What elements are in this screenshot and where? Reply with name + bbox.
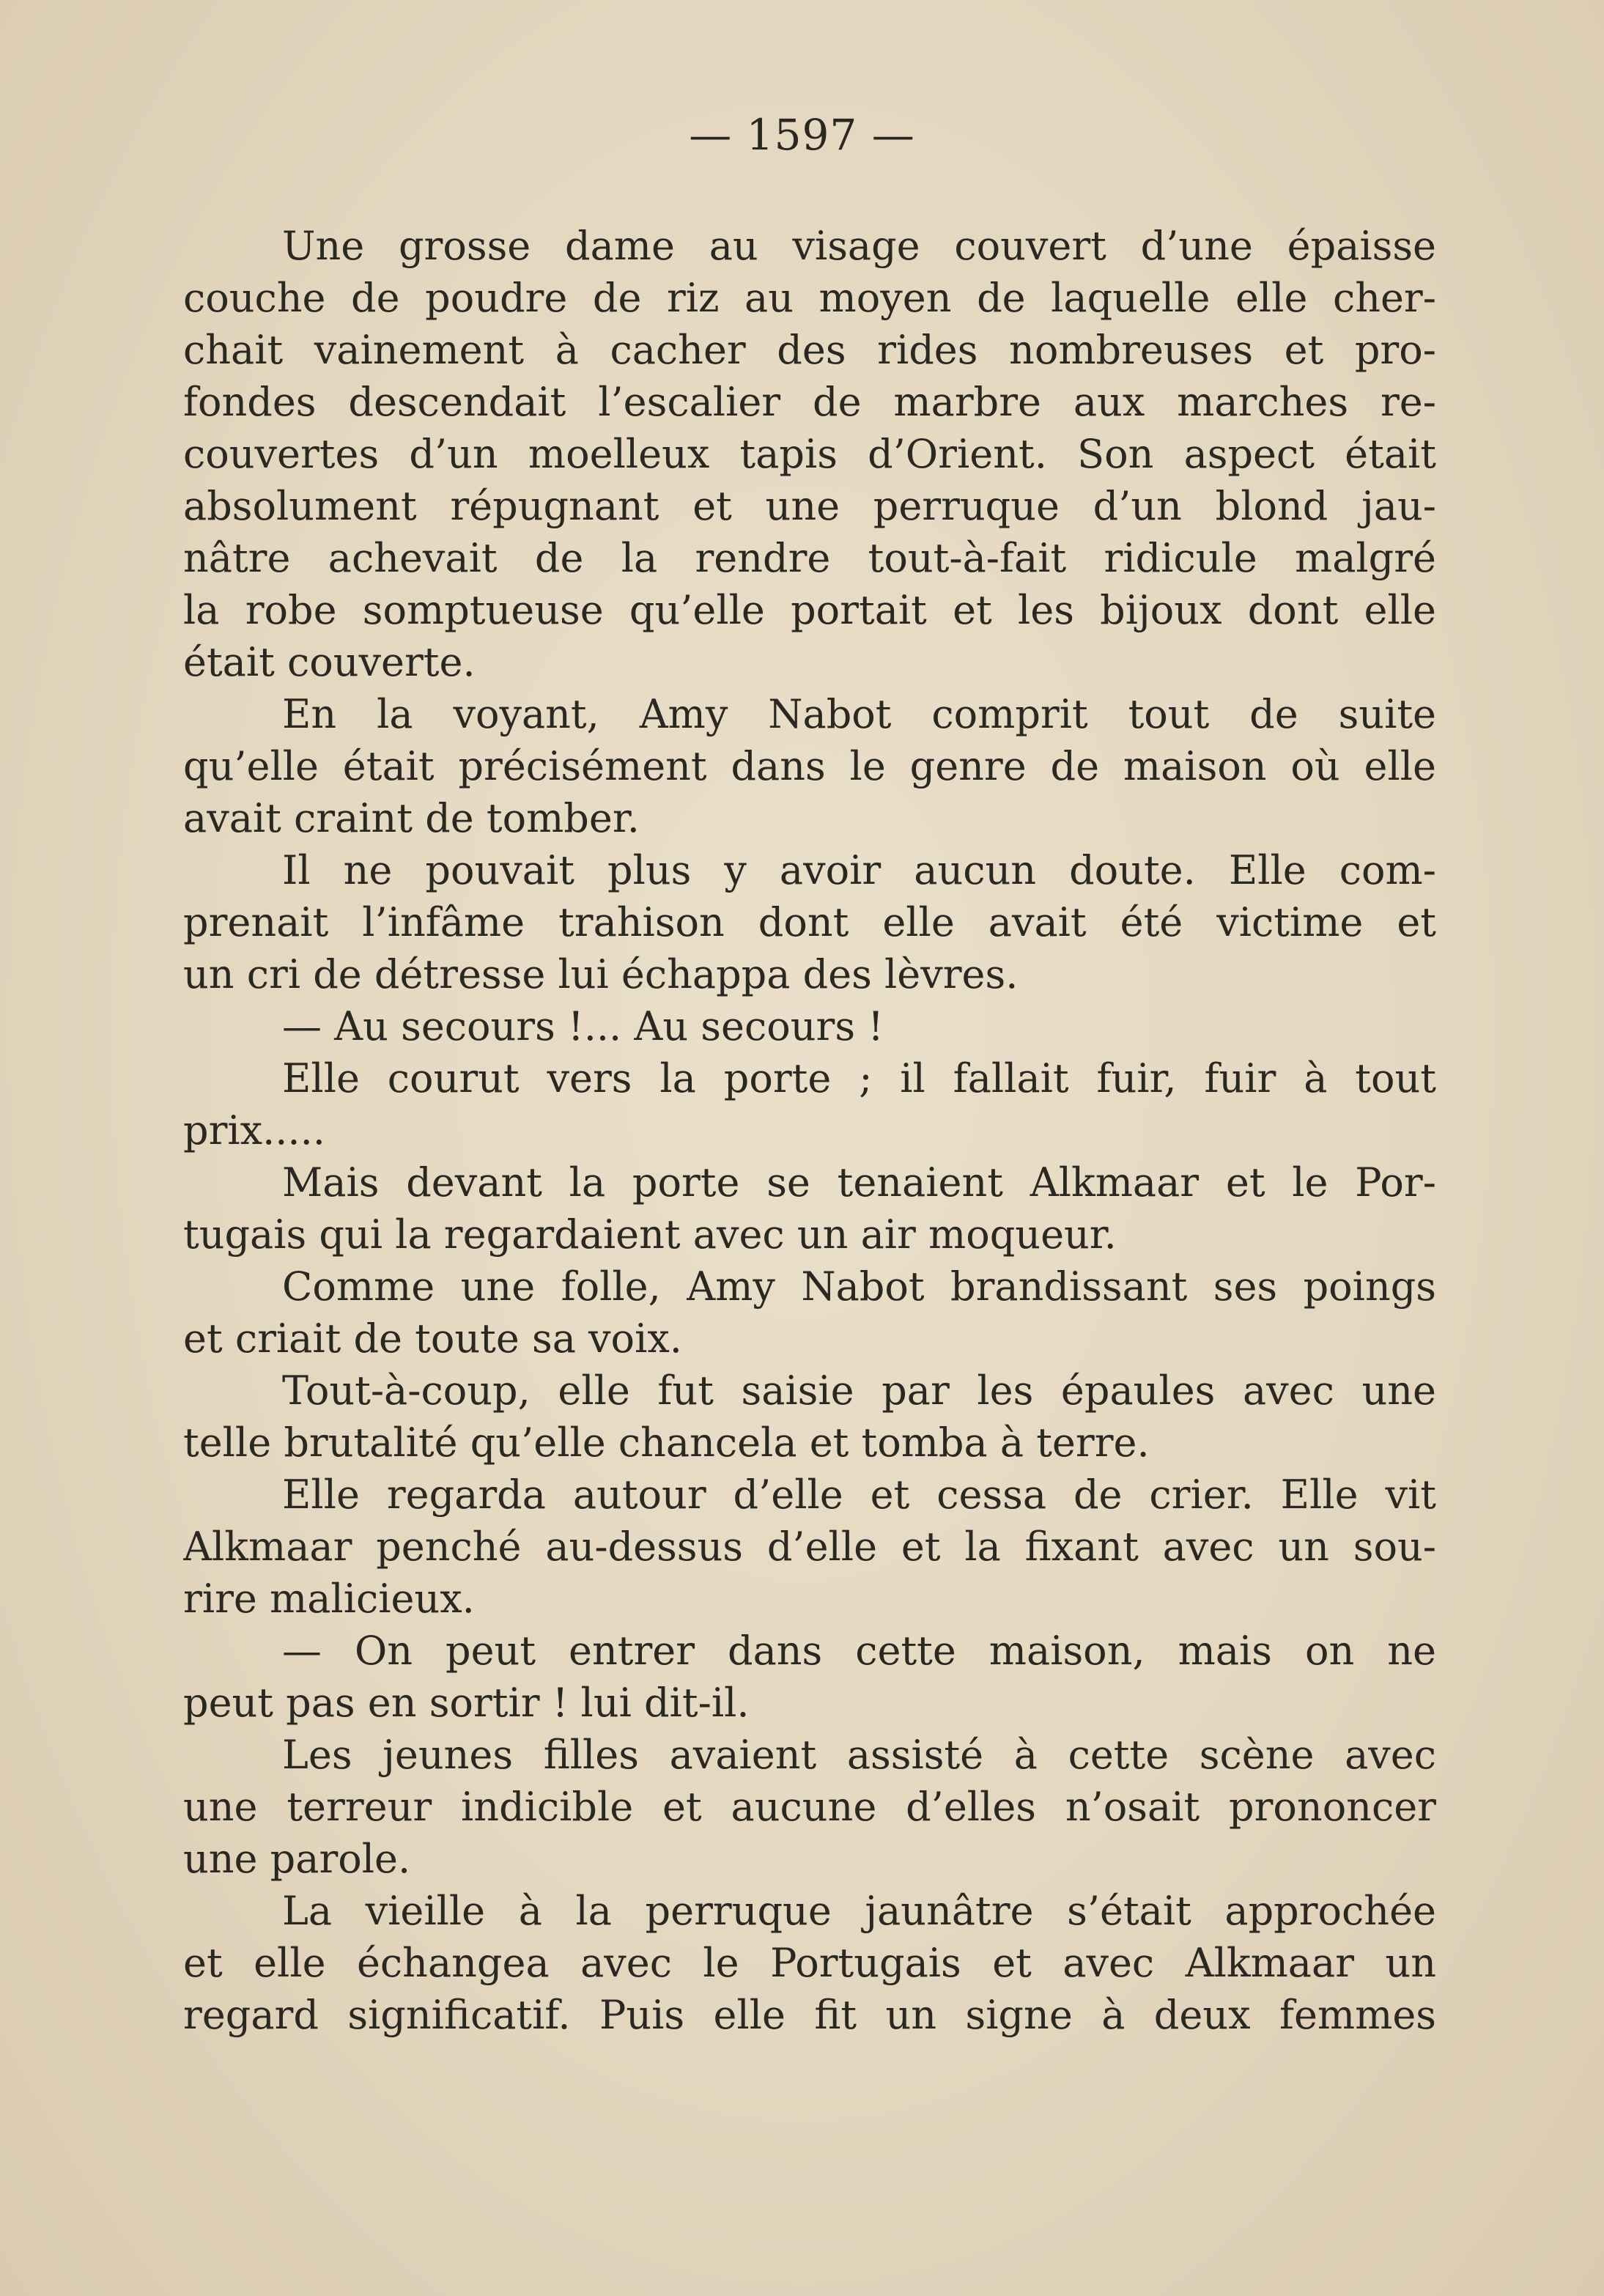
text-line: Les jeunes filles avaient assisté à cette scène avec: [282, 1732, 1436, 1778]
text-line: regard significatif. Puis elle fit un signe à deux femmes: [183, 1992, 1436, 2038]
text-line: rire malicieux.: [183, 1576, 475, 1622]
text-line: couvertes d’un moelleux tapis d’Orient. Son aspect était: [183, 431, 1436, 477]
text-line: En la voyant, Amy Nabot comprit tout de suite: [282, 691, 1436, 737]
text-line: était couverte.: [183, 639, 476, 685]
text-line: et elle échangea avec le Portugais et avec Alkmaar un: [183, 1940, 1436, 1986]
text-line: couche de poudre de riz au moyen de laquelle elle cher-: [183, 275, 1436, 321]
text-line: la robe somptueuse qu’elle portait et les bijoux dont elle: [183, 587, 1436, 633]
text-line: qu’elle était précisément dans le genre de maison où elle: [183, 743, 1436, 789]
text-line: avait craint de tomber.: [183, 795, 640, 841]
text-line: — On peut entrer dans cette maison, mais on ne: [282, 1628, 1436, 1674]
text-line: prix.....: [183, 1107, 325, 1153]
text-line: une terreur indicible et aucune d’elles n’osait prononcer: [183, 1784, 1436, 1830]
page-number: — 1597 —: [689, 110, 915, 160]
text-line: nâtre achevait de la rendre tout-à-fait ridicule malgré: [183, 535, 1436, 581]
text-line: Alkmaar penché au-dessus d’elle et la fixant avec un sou-: [183, 1524, 1436, 1570]
text-line: telle brutalité qu’elle chancela et tomba à terre.: [183, 1420, 1150, 1466]
text-line: chait vainement à cacher des rides nombreuses et pro-: [183, 327, 1436, 373]
text-line: tugais qui la regardaient avec un air moqueur.: [183, 1211, 1117, 1258]
text-line: et criait de toute sa voix.: [183, 1315, 682, 1362]
text-line: prenait l’infâme trahison dont elle avait été victime et: [183, 899, 1436, 945]
text-line: Il ne pouvait plus y avoir aucun doute. Elle com-: [282, 847, 1436, 893]
text-line: fondes descendait l’escalier de marbre aux marches re-: [183, 379, 1436, 425]
text-line: Mais devant la porte se tenaient Alkmaar et le Por-: [282, 1159, 1436, 1206]
text-line: Comme une folle, Amy Nabot brandissant ses poings: [282, 1263, 1436, 1310]
text-line: un cri de détresse lui échappa des lèvres.: [183, 951, 1019, 997]
text-line: — Au secours !... Au secours !: [282, 1003, 884, 1049]
text-line: absolument répugnant et une perruque d’un blond jau-: [183, 483, 1436, 529]
text-line: peut pas en sortir ! lui dit-il.: [183, 1680, 750, 1726]
body-text: [183, 220, 1436, 2041]
text-line: Tout-à-coup, elle fut saisie par les épaules avec une: [282, 1367, 1436, 1414]
text-line: une parole.: [183, 1836, 411, 1882]
text-line: Elle regarda autour d’elle et cessa de crier. Elle vit: [282, 1472, 1436, 1518]
text-line: La vieille à la perruque jaunâtre s’était approchée: [282, 1888, 1436, 1934]
text-line: Une grosse dame au visage couvert d’une épaisse: [282, 223, 1436, 269]
text-line: Elle courut vers la porte ; il fallait fuir, fuir à tout: [282, 1055, 1436, 1101]
